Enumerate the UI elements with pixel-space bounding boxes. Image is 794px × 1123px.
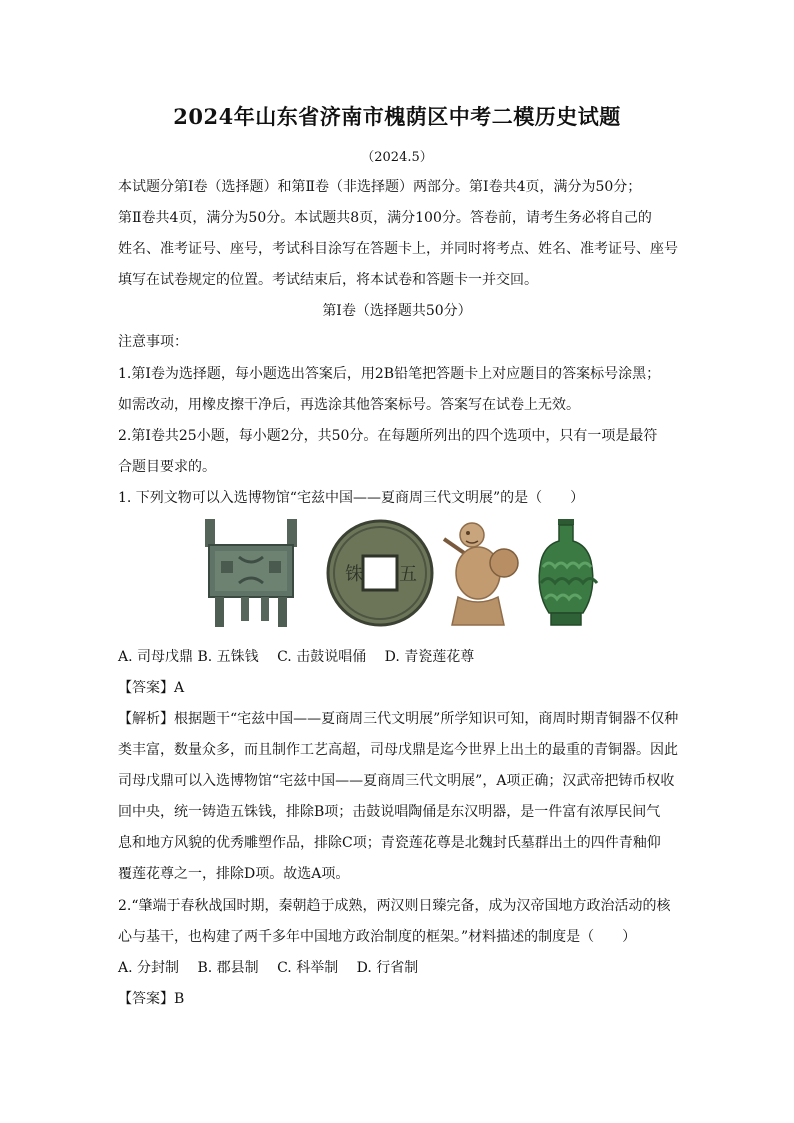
- notice-heading: 注意事项：: [118, 334, 188, 350]
- analysis-line: 类丰富，数量众多，而且制作工艺高超，司母戊鼎是迄今世界上出土的最重的青铜器。因此: [118, 742, 678, 758]
- analysis-line: 覆莲花尊之一，排除D项。故选A项。: [118, 866, 350, 882]
- intro-line: 姓名、准考证号、座号，考试科目涂写在答题卡上，并同时将考点、姓名、准考证号、座号: [118, 241, 678, 257]
- intro-line: 填写在试卷规定的位置。考试结束后，将本试卷和答题卡一并交回。: [118, 272, 538, 288]
- exam-date: （2024.5）: [361, 150, 433, 165]
- notice-line: 2.第Ⅰ卷共25小题，每小题2分，共50分。在每题所列出的四个选项中，只有一项是最符: [118, 428, 658, 444]
- question-1-stem: 1. 下列文物可以入选博物馆“宅兹中国——夏商周三代文明展”的是（ ）: [118, 490, 585, 506]
- question-2-options: A. 分封制 B. 郡县制 C. 科举制 D. 行省制: [118, 960, 419, 976]
- analysis-line: 回中央，统一铸造五铢钱，排除B项；击鼓说唱陶俑是东汉明器，是一件富有浓厚民间气: [118, 804, 661, 820]
- question-1-answer: 【答案】A: [118, 680, 185, 696]
- notice-line: 如需改动，用橡皮擦干净后，再选涂其他答案标号。答案写在试卷上无效。: [118, 397, 580, 413]
- analysis-line: 息和地方风貌的优秀雕塑作品，排除C项；青瓷莲花尊是北魏封氏墓群出土的四件青釉仰: [118, 835, 661, 851]
- celadon-lotus-vessel-icon: [533, 517, 599, 629]
- drummer-figurine-icon: [440, 517, 522, 629]
- notice-line: 1.第Ⅰ卷为选择题，每小题选出答案后，用2B铅笔把答题卡上对应题目的答案标号涂黑；: [118, 366, 661, 382]
- analysis-line: 【解析】根据题干“宅兹中国——夏商周三代文明展”所学知识可知，商周时期青铜器不仅种: [118, 711, 679, 727]
- intro-line: 本试题分第Ⅰ卷（选择题）和第Ⅱ卷（非选择题）两部分。第Ⅰ卷共4页，满分为50分；: [118, 179, 642, 195]
- section-title: 第Ⅰ卷（选择题共50分）: [322, 303, 472, 319]
- coin-character: 铢: [345, 564, 363, 585]
- analysis-line: 司母戊鼎可以入选博物馆“宅兹中国——夏商周三代文明展”，A项正确；汉武帝把铸币权收: [118, 773, 675, 789]
- bronze-ding-icon: [195, 517, 307, 629]
- coin-character: 五: [399, 564, 417, 585]
- question-2-answer: 【答案】B: [118, 991, 185, 1007]
- question-2-stem: 2.“肇端于春秋战国时期，秦朝趋于成熟，两汉则日臻完备，成为汉帝国地方政治活动的核: [118, 898, 671, 914]
- wuzhu-coin-icon: [325, 517, 435, 629]
- question-1-options: A. 司母戊鼎 B. 五铢钱 C. 击鼓说唱俑 D. 青瓷莲花尊: [118, 649, 475, 665]
- intro-line: 第Ⅱ卷共4页，满分为50分。本试题共8页，满分100分。答卷前，请考生务必将自己的: [118, 210, 652, 226]
- question-2-stem: 心与基干，也构建了两千多年中国地方政治制度的框架。”材料描述的制度是（ ）: [118, 929, 637, 945]
- page-title: 2024年山东省济南市槐荫区中考二模历史试题: [173, 104, 621, 129]
- notice-line: 合题目要求的。: [118, 459, 216, 475]
